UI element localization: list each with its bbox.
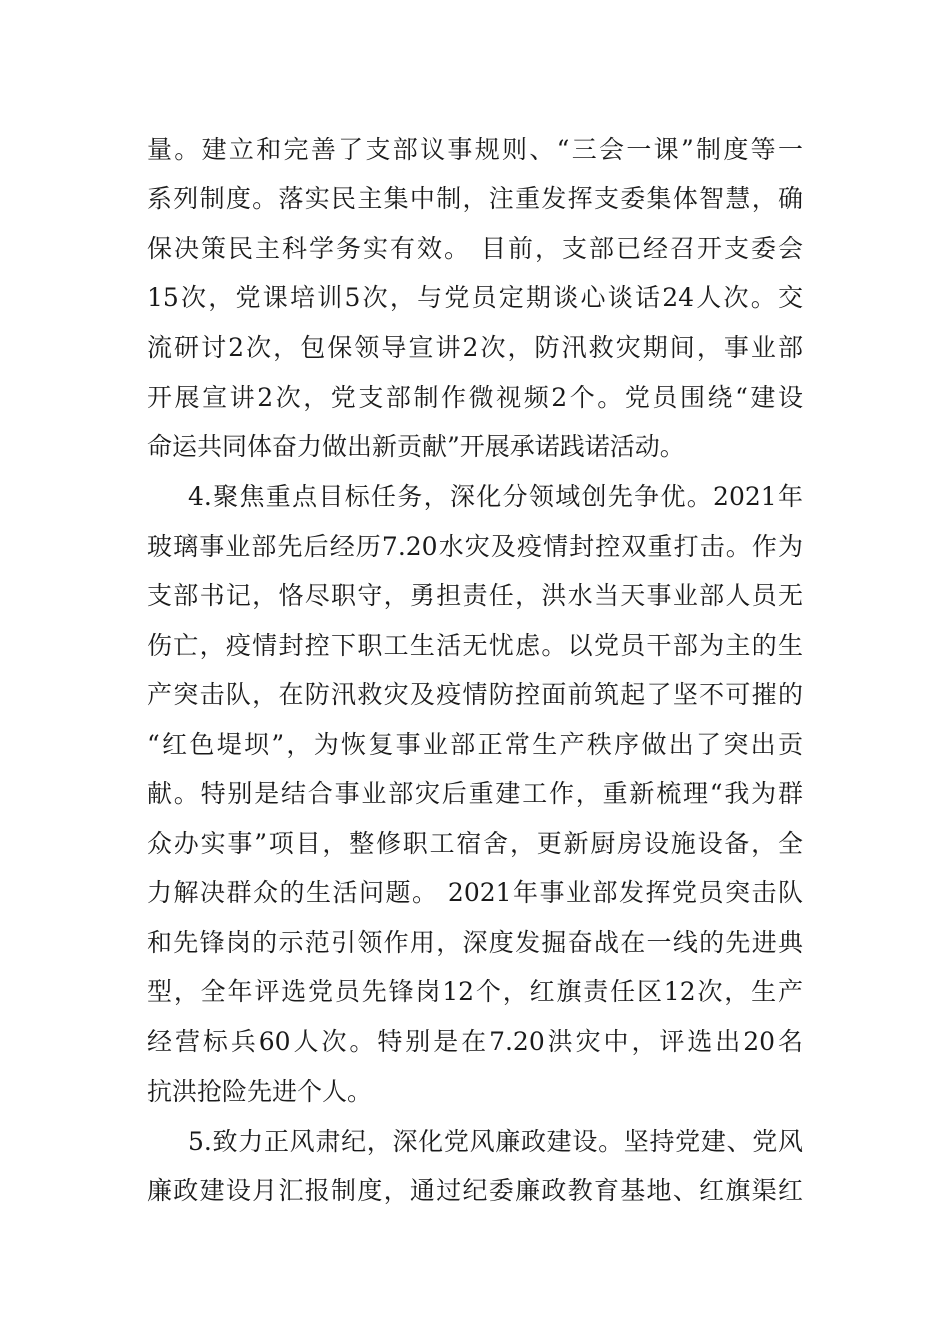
- paragraph-line: 命运共同体奋力做出新贡献”开展承诺践诺活动。: [147, 432, 685, 461]
- paragraph-line: 开展宣讲2次，党支部制作微视频2个。党员围绕“建设: [147, 383, 803, 412]
- paragraph-heading-line: 4.聚焦重点目标任务，深化分领域创先争优。2021年: [188, 482, 803, 511]
- paragraph-line: 产突击队，在防汛救灾及疫情防控面前筑起了坚不可摧的: [147, 680, 803, 709]
- paragraph-line: 流研讨2次，包保领导宣讲2次，防汛救灾期间，事业部: [147, 333, 803, 362]
- paragraph-line: 力解决群众的生活问题。 2021年事业部发挥党员突击队: [147, 878, 803, 907]
- paragraph-line: 系列制度。落实民主集中制，注重发挥支委集体智慧，确: [147, 184, 803, 213]
- paragraph-line: 支部书记，恪尽职守，勇担责任，洪水当天事业部人员无: [147, 581, 803, 610]
- paragraph-line: 和先锋岗的示范引领作用，深度发掘奋战在一线的先进典: [147, 928, 803, 957]
- paragraph-line: 众办实事”项目，整修职工宿舍，更新厨房设施设备，全: [147, 829, 803, 858]
- paragraph-line: 廉政建设月汇报制度，通过纪委廉政教育基地、红旗渠红: [147, 1176, 803, 1205]
- paragraph-line: 保决策民主科学务实有效。 目前，支部已经召开支委会: [147, 234, 803, 263]
- paragraph-line: 量。建立和完善了支部议事规则、“三会一课”制度等一: [147, 135, 803, 164]
- paragraph-line: 献。特别是结合事业部灾后重建工作，重新梳理“我为群: [147, 779, 803, 808]
- paragraph-line: 15次，党课培训5次，与党员定期谈心谈话24人次。交: [147, 283, 803, 312]
- paragraph-line: “红色堤坝”，为恢复事业部正常生产秩序做出了突出贡: [147, 730, 803, 759]
- paragraph-line: 经营标兵60人次。特别是在7.20洪灾中，评选出20名: [147, 1027, 803, 1056]
- paragraph-line: 伤亡，疫情封控下职工生活无忧虑。以党员干部为主的生: [147, 631, 803, 660]
- paragraph-line: 型，全年评选党员先锋岗12个，红旗责任区12次，生产: [147, 977, 803, 1006]
- paragraph-line: 抗洪抢险先进个人。: [147, 1077, 373, 1106]
- paragraph-heading-line: 5.致力正风肃纪，深化党风廉政建设。坚持党建、党风: [188, 1127, 803, 1156]
- paragraph-line: 玻璃事业部先后经历7.20水灾及疫情封控双重打击。作为: [147, 532, 803, 561]
